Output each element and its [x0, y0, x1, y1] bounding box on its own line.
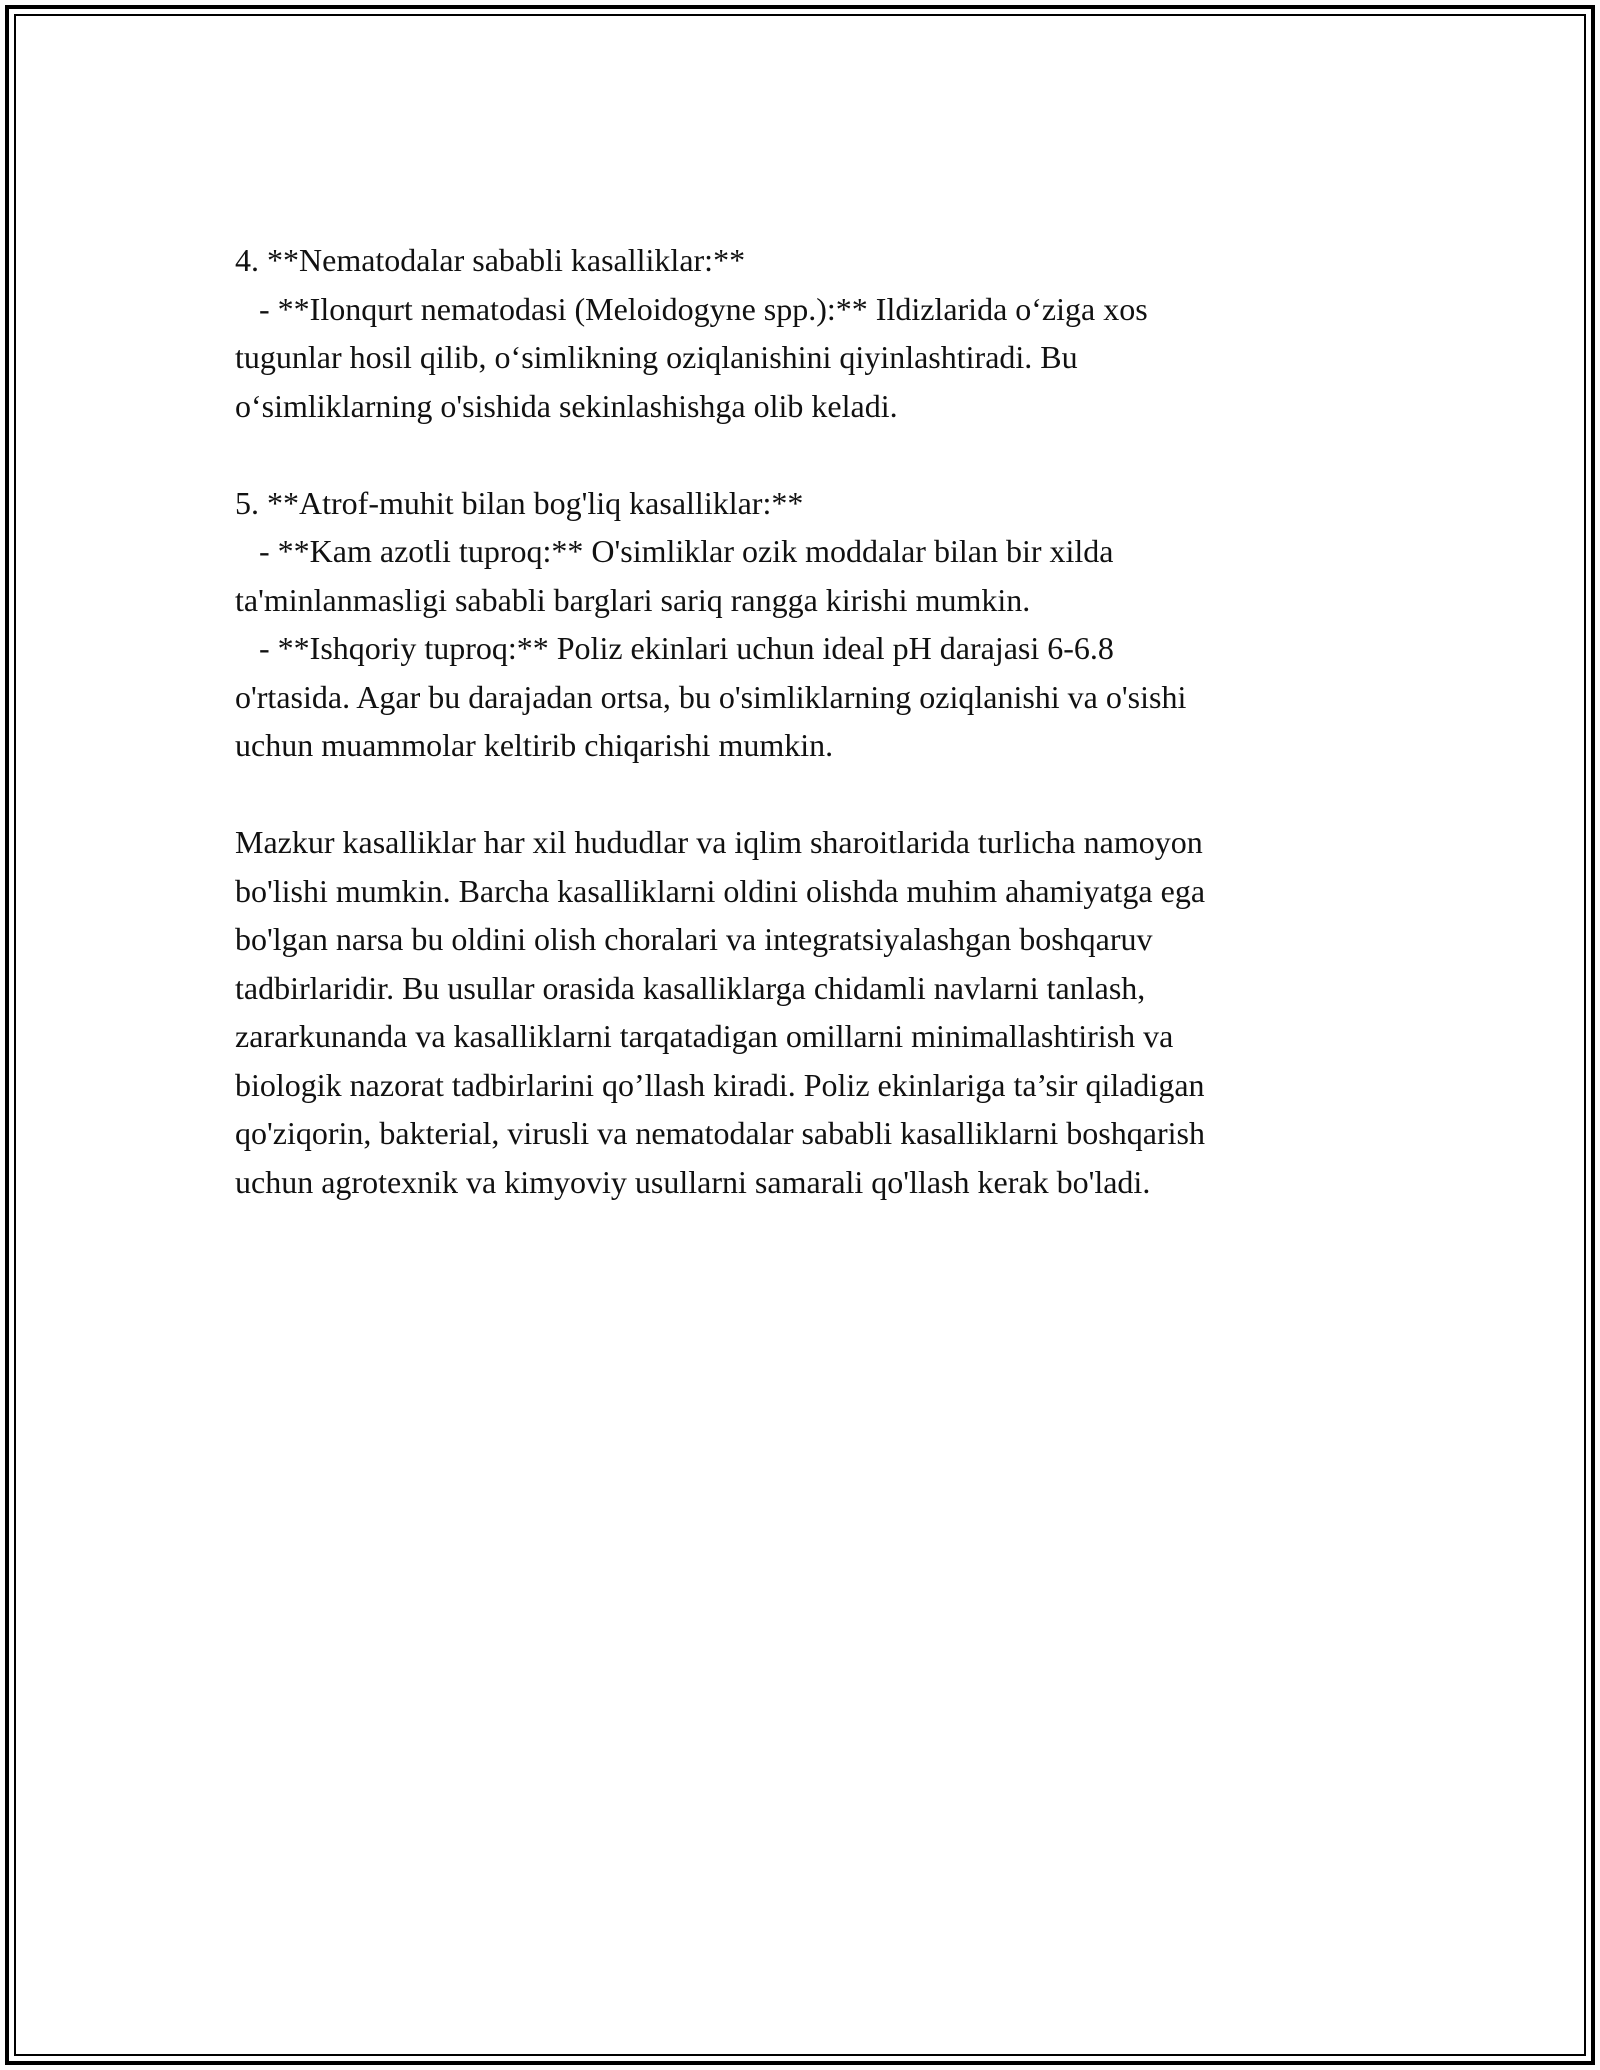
text-line: - **Ishqoriy tuproq:** Poliz ekinlari uchun ideal pH darajasi 6-6.8: [235, 630, 1114, 666]
paragraph-spacer: [235, 770, 1415, 819]
text-line: - **Kam azotli tuproq:** O'simliklar ozik moddalar bilan bir xilda: [235, 533, 1114, 569]
text-line: o'rtasida. Agar bu darajadan ortsa, bu o'simliklarning oziqlanishi va o'sishi: [235, 678, 1187, 715]
text-line: o‘simliklarning o'sishida sekinlashishga olib keladi.: [235, 387, 898, 424]
section-4-heading: 4. **Nematodalar sababli kasalliklar:**: [235, 242, 746, 278]
text-line: Mazkur kasalliklar har xil hududlar va iqlim sharoitlarida turlicha namoyon: [235, 824, 1203, 860]
text-line: tugunlar hosil qilib, o‘simlikning oziqlanishini qiyinlashtiradi. Bu: [235, 339, 1078, 375]
text-line: tadbirlaridir. Bu usullar orasida kasalliklarga chidamli navlarni tanlash,: [235, 969, 1146, 1006]
text-line: ta'minlanmasligi sababli barglari sariq rangga kirishi mumkin.: [235, 581, 1031, 618]
section-5-bullet-alkaline-soil: [235, 624, 1415, 770]
text-line: qo'ziqorin, bakterial, virusli va nematodalar sababli kasalliklarni boshqarish: [235, 1115, 1205, 1151]
conclusion-paragraph: [235, 818, 1415, 1206]
section-4: [235, 236, 1415, 430]
section-5-bullet-low-nitrogen: [235, 527, 1415, 624]
section-5: [235, 479, 1415, 770]
text-line: uchun muammolar keltirib chiqarishi mumkin.: [235, 727, 834, 763]
section-4-bullet-nematode: [235, 285, 1415, 431]
section-5-heading: 5. **Atrof-muhit bilan bog'liq kasalliklar:**: [235, 484, 804, 521]
document-body: [235, 236, 1415, 1206]
text-line: biologik nazorat tadbirlarini qo’llash kiradi. Poliz ekinlariga ta’sir qiladigan: [235, 1066, 1205, 1103]
text-line: bo'lgan narsa bu oldini olish choralari va integratsiyalashgan boshqaruv: [235, 921, 1153, 957]
paragraph-spacer: [235, 430, 1415, 479]
text-line: - **Ilonqurt nematodasi (Meloidogyne spp.):** Ildizlarida o‘ziga xos: [235, 290, 1148, 327]
text-line: zararkunanda va kasalliklarni tarqatadigan omillarni minimallashtirish va: [235, 1018, 1174, 1054]
text-line: bo'lishi mumkin. Barcha kasalliklarni oldini olishda muhim ahamiyatga ega: [235, 872, 1206, 909]
text-line: uchun agrotexnik va kimyoviy usullarni samarali qo'llash kerak bo'ladi.: [235, 1163, 1151, 1200]
